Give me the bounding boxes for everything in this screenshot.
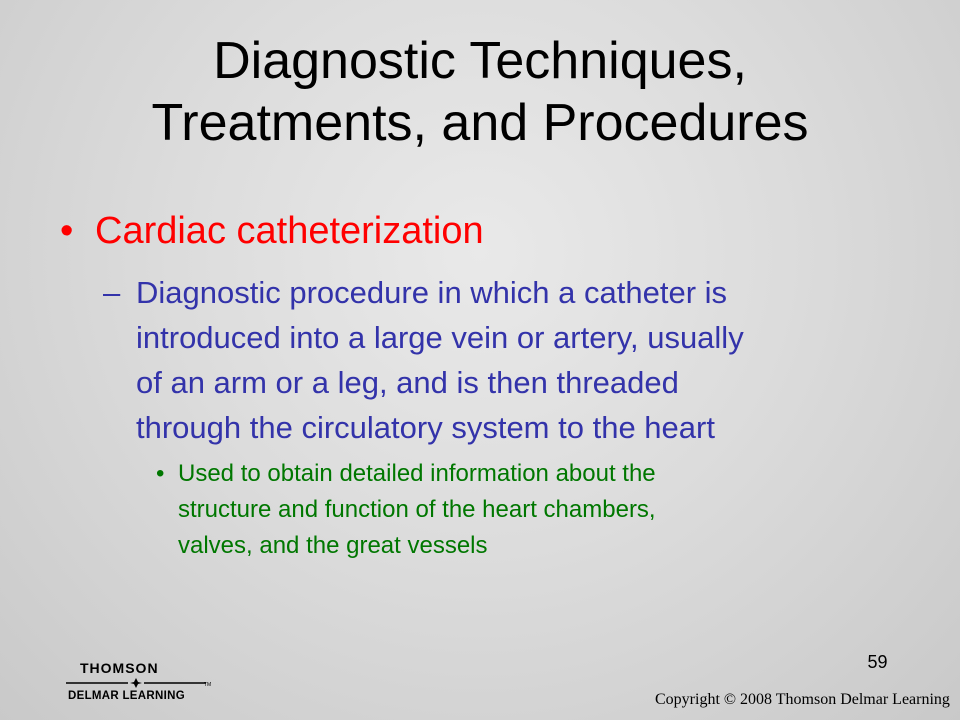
bullet-level-3-line: structure and function of the heart chambers, xyxy=(178,496,656,523)
bullet-level-3-line: Used to obtain detailed information about the xyxy=(178,460,656,487)
trademark-mark: TM xyxy=(204,682,212,688)
bullet-level-2-line: of an arm or a leg, and is then threaded xyxy=(136,365,679,400)
slide-title-line-2: Treatments, and Procedures xyxy=(151,94,809,152)
thomson-delmar-logo xyxy=(66,660,216,706)
bullet-level-3-line: valves, and the great vessels xyxy=(178,532,488,559)
bullet-level-1-text: Cardiac catheterization xyxy=(95,210,484,252)
bullet-level-2-text xyxy=(136,270,881,450)
copyright-notice: Copyright © 2008 Thomson Delmar Learning xyxy=(655,691,950,708)
page-number: 59 xyxy=(867,652,888,672)
bullet-level-2-line: introduced into a large vein or artery, usually xyxy=(136,320,744,355)
bullet-dot-icon: • xyxy=(60,210,74,252)
dash-icon: – xyxy=(103,275,121,310)
small-bullet-dot-icon: • xyxy=(156,460,165,487)
logo-top-word: THOMSON xyxy=(80,660,159,676)
slide-title xyxy=(40,30,920,154)
slide-title-line-1: Diagnostic Techniques, xyxy=(213,32,747,90)
thomson-star-line-logo-icon xyxy=(66,678,206,688)
bullet-level-2-line: through the circulatory system to the heart xyxy=(136,410,715,445)
bullet-level-3-text xyxy=(178,456,858,564)
bullet-level-2-line: Diagnostic procedure in which a catheter is xyxy=(136,275,728,310)
logo-bottom-word: DELMAR LEARNING xyxy=(68,690,185,702)
